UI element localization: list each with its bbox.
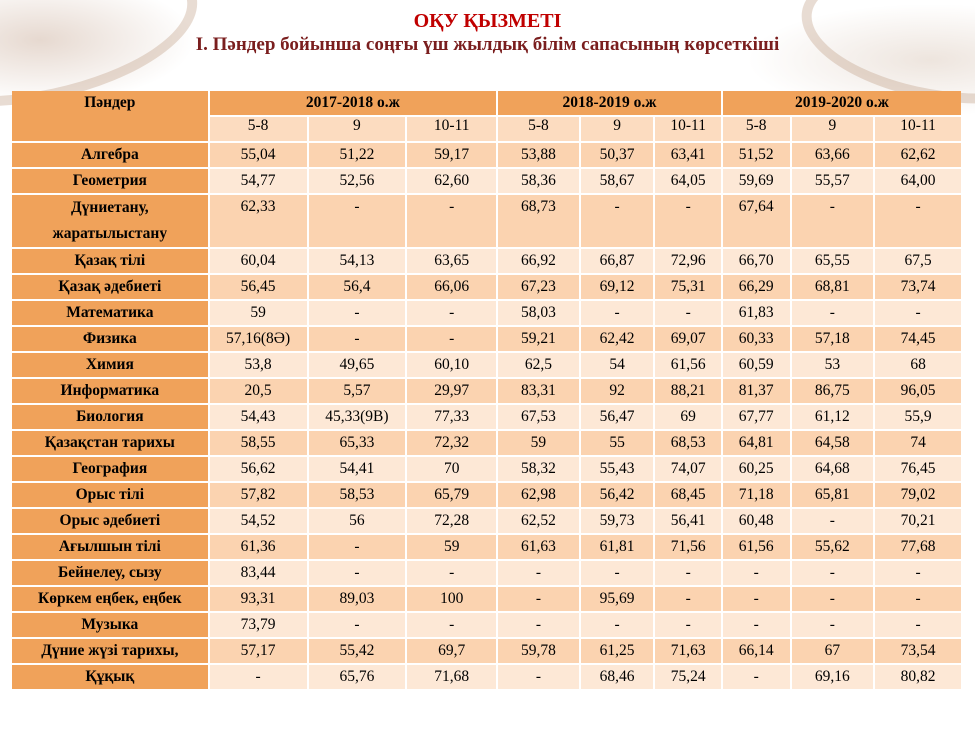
score-cell: 72,28	[407, 509, 496, 533]
subject-header: Пәндер	[12, 91, 208, 141]
score-cell: 75,31	[655, 275, 721, 299]
score-cell: 59,73	[581, 509, 654, 533]
score-cell: -	[309, 327, 406, 351]
score-cell: -	[407, 301, 496, 325]
score-cell: 65,76	[309, 665, 406, 689]
score-cell: 86,75	[792, 379, 874, 403]
score-cell: 66,70	[723, 249, 790, 273]
score-cell: 73,74	[875, 275, 961, 299]
score-cell: 59,69	[723, 169, 790, 193]
score-cell: 53,8	[210, 353, 307, 377]
score-cell: 72,32	[407, 431, 496, 455]
score-cell: 77,33	[407, 405, 496, 429]
score-cell: 63,65	[407, 249, 496, 273]
page-subtitle: І. Пәндер бойынша соңғы үш жылдық білім сапасының көрсеткіші	[195, 34, 780, 55]
score-cell: 29,97	[407, 379, 496, 403]
page-title: ОҚУ ҚЫЗМЕТІ	[413, 10, 562, 32]
score-cell: 55,57	[792, 169, 874, 193]
score-cell: 62,62	[875, 143, 961, 167]
score-cell: 75,24	[655, 665, 721, 689]
score-cell: 54,77	[210, 169, 307, 193]
header-row-years	[12, 91, 961, 115]
score-cell: 70,21	[875, 509, 961, 533]
score-cell: 79,02	[875, 483, 961, 507]
score-cell: -	[792, 613, 874, 637]
score-cell: 55,62	[792, 535, 874, 559]
score-cell: 50,37	[581, 143, 654, 167]
score-cell: 93,31	[210, 587, 307, 611]
score-cell: 66,29	[723, 275, 790, 299]
score-cell: -	[407, 195, 496, 247]
score-cell: -	[723, 587, 790, 611]
score-cell: 54	[581, 353, 654, 377]
score-cell: -	[498, 561, 579, 585]
score-cell: 49,65	[309, 353, 406, 377]
score-cell: 62,52	[498, 509, 579, 533]
score-cell: 66,87	[581, 249, 654, 273]
subject-name: Қазақстан тарихы	[12, 431, 208, 455]
score-cell: 61,56	[723, 535, 790, 559]
score-cell: 53,88	[498, 143, 579, 167]
score-cell: 20,5	[210, 379, 307, 403]
score-cell: 69	[655, 405, 721, 429]
score-cell: 5,57	[309, 379, 406, 403]
score-cell: 55,9	[875, 405, 961, 429]
score-cell: -	[792, 561, 874, 585]
score-cell: 53	[792, 353, 874, 377]
quality-table	[10, 89, 963, 691]
score-cell: 68,53	[655, 431, 721, 455]
score-cell: 58,32	[498, 457, 579, 481]
score-cell: 60,25	[723, 457, 790, 481]
score-cell: -	[655, 301, 721, 325]
grade-header: 10-11	[875, 117, 961, 141]
score-cell: 56,62	[210, 457, 307, 481]
year-header: 2019-2020 о.ж	[723, 91, 961, 115]
subject-name: Дүниетану, жаратылыстану	[12, 195, 208, 247]
table-row	[12, 457, 961, 481]
score-cell: -	[498, 613, 579, 637]
subject-name: Информатика	[12, 379, 208, 403]
score-cell: 64,05	[655, 169, 721, 193]
score-cell: 57,16(8Ә)	[210, 327, 307, 351]
score-cell: -	[655, 195, 721, 247]
score-cell: 68,45	[655, 483, 721, 507]
score-cell: 65,81	[792, 483, 874, 507]
score-cell: 83,31	[498, 379, 579, 403]
score-cell: 73,54	[875, 639, 961, 663]
score-cell: 60,33	[723, 327, 790, 351]
score-cell: -	[792, 195, 874, 247]
subject-name: Дүние жүзі тарихы,	[12, 639, 208, 663]
year-header: 2017-2018 о.ж	[210, 91, 496, 115]
subject-name: Биология	[12, 405, 208, 429]
table-row	[12, 301, 961, 325]
table-row	[12, 143, 961, 167]
score-cell: 61,25	[581, 639, 654, 663]
table-row	[12, 195, 961, 247]
score-cell: 62,98	[498, 483, 579, 507]
score-cell: 65,55	[792, 249, 874, 273]
score-cell: 67,5	[875, 249, 961, 273]
score-cell: -	[407, 561, 496, 585]
score-cell: -	[210, 665, 307, 689]
grade-header: 9	[792, 117, 874, 141]
subject-name: Қазақ тілі	[12, 249, 208, 273]
grade-header: 9	[581, 117, 654, 141]
score-cell: 51,52	[723, 143, 790, 167]
score-cell: -	[792, 509, 874, 533]
score-cell: 59	[498, 431, 579, 455]
score-cell: -	[407, 613, 496, 637]
table-row	[12, 483, 961, 507]
score-cell: 69,16	[792, 665, 874, 689]
score-cell: 64,68	[792, 457, 874, 481]
score-cell: 51,22	[309, 143, 406, 167]
score-cell: 56,41	[655, 509, 721, 533]
score-cell: 69,07	[655, 327, 721, 351]
score-cell: 57,17	[210, 639, 307, 663]
score-cell: 81,37	[723, 379, 790, 403]
score-cell: 62,33	[210, 195, 307, 247]
score-cell: 61,12	[792, 405, 874, 429]
score-cell: 66,92	[498, 249, 579, 273]
score-cell: 67,77	[723, 405, 790, 429]
score-cell: 80,82	[875, 665, 961, 689]
score-cell: -	[792, 301, 874, 325]
score-cell: 71,56	[655, 535, 721, 559]
score-cell: -	[581, 613, 654, 637]
subject-name: Геометрия	[12, 169, 208, 193]
score-cell: 52,56	[309, 169, 406, 193]
score-cell: 65,33	[309, 431, 406, 455]
score-cell: 55,04	[210, 143, 307, 167]
score-cell: 67,23	[498, 275, 579, 299]
table-row	[12, 613, 961, 637]
score-cell: 95,69	[581, 587, 654, 611]
grade-header: 5-8	[210, 117, 307, 141]
score-cell: 58,55	[210, 431, 307, 455]
subject-name: Орыс тілі	[12, 483, 208, 507]
score-cell: 100	[407, 587, 496, 611]
subject-name: Ағылшын тілі	[12, 535, 208, 559]
score-cell: 55,42	[309, 639, 406, 663]
score-cell: 92	[581, 379, 654, 403]
score-cell: 58,53	[309, 483, 406, 507]
grade-header: 5-8	[723, 117, 790, 141]
score-cell: -	[655, 613, 721, 637]
score-cell: 68,46	[581, 665, 654, 689]
score-cell: 56	[309, 509, 406, 533]
score-cell: -	[655, 587, 721, 611]
score-cell: -	[723, 665, 790, 689]
score-cell: -	[875, 613, 961, 637]
score-cell: 54,41	[309, 457, 406, 481]
score-cell: 59,78	[498, 639, 579, 663]
score-cell: -	[309, 301, 406, 325]
score-cell: 67	[792, 639, 874, 663]
score-cell: 54,43	[210, 405, 307, 429]
score-cell: 63,41	[655, 143, 721, 167]
score-cell: 61,36	[210, 535, 307, 559]
score-cell: 62,5	[498, 353, 579, 377]
table-row	[12, 587, 961, 611]
subject-name: Музыка	[12, 613, 208, 637]
score-cell: 56,47	[581, 405, 654, 429]
score-cell: -	[309, 535, 406, 559]
score-cell: -	[723, 561, 790, 585]
table-row	[12, 405, 961, 429]
score-cell: -	[309, 195, 406, 247]
score-cell: 59	[407, 535, 496, 559]
score-cell: 64,58	[792, 431, 874, 455]
score-cell: 54,52	[210, 509, 307, 533]
subject-name: Химия	[12, 353, 208, 377]
score-cell: 74,45	[875, 327, 961, 351]
score-cell: 60,10	[407, 353, 496, 377]
subject-name: Физика	[12, 327, 208, 351]
score-cell: -	[498, 665, 579, 689]
score-cell: 74,07	[655, 457, 721, 481]
score-cell: 61,81	[581, 535, 654, 559]
table-row	[12, 327, 961, 351]
score-cell: -	[581, 195, 654, 247]
table-row	[12, 353, 961, 377]
score-cell: 89,03	[309, 587, 406, 611]
subject-name: Математика	[12, 301, 208, 325]
score-cell: -	[309, 613, 406, 637]
score-cell: 58,36	[498, 169, 579, 193]
table-body	[12, 143, 961, 689]
score-cell: 59,17	[407, 143, 496, 167]
score-cell: 72,96	[655, 249, 721, 273]
score-cell: 73,79	[210, 613, 307, 637]
score-cell: 69,12	[581, 275, 654, 299]
score-cell: 55	[581, 431, 654, 455]
score-cell: 61,63	[498, 535, 579, 559]
table-row	[12, 379, 961, 403]
score-cell: 55,43	[581, 457, 654, 481]
grade-header: 10-11	[655, 117, 721, 141]
score-cell: 68,73	[498, 195, 579, 247]
score-cell: 56,42	[581, 483, 654, 507]
score-cell: 74	[875, 431, 961, 455]
table-row	[12, 535, 961, 559]
score-cell: 67,53	[498, 405, 579, 429]
table-row	[12, 509, 961, 533]
score-cell: 58,67	[581, 169, 654, 193]
table-row	[12, 665, 961, 689]
score-cell: -	[875, 587, 961, 611]
score-cell: 67,64	[723, 195, 790, 247]
score-cell: 63,66	[792, 143, 874, 167]
score-cell: -	[875, 561, 961, 585]
score-cell: 64,00	[875, 169, 961, 193]
score-cell: 54,13	[309, 249, 406, 273]
table-row	[12, 169, 961, 193]
score-cell: 68	[875, 353, 961, 377]
score-cell: 69,7	[407, 639, 496, 663]
score-cell: 71,63	[655, 639, 721, 663]
score-cell: 56,45	[210, 275, 307, 299]
score-cell: 60,04	[210, 249, 307, 273]
score-cell: -	[309, 561, 406, 585]
subject-name: Бейнелеу, сызу	[12, 561, 208, 585]
score-cell: 66,14	[723, 639, 790, 663]
score-cell: 96,05	[875, 379, 961, 403]
score-cell: 68,81	[792, 275, 874, 299]
table-row	[12, 561, 961, 585]
score-cell: -	[723, 613, 790, 637]
score-cell: 60,48	[723, 509, 790, 533]
subject-name: Көркем еңбек, еңбек	[12, 587, 208, 611]
score-cell: -	[407, 327, 496, 351]
score-cell: -	[498, 587, 579, 611]
score-cell: -	[792, 587, 874, 611]
score-cell: 71,18	[723, 483, 790, 507]
score-cell: 88,21	[655, 379, 721, 403]
score-cell: 71,68	[407, 665, 496, 689]
subject-name: Құқық	[12, 665, 208, 689]
score-cell: 45,33(9В)	[309, 405, 406, 429]
table-row	[12, 249, 961, 273]
year-header: 2018-2019 о.ж	[498, 91, 721, 115]
score-cell: 60,59	[723, 353, 790, 377]
score-cell: 77,68	[875, 535, 961, 559]
score-cell: 65,79	[407, 483, 496, 507]
score-cell: 58,03	[498, 301, 579, 325]
score-cell: 62,60	[407, 169, 496, 193]
grade-header: 9	[309, 117, 406, 141]
table-row	[12, 431, 961, 455]
score-cell: 59	[210, 301, 307, 325]
subject-name: Қазақ әдебиеті	[12, 275, 208, 299]
score-cell: 61,56	[655, 353, 721, 377]
score-cell: 56,4	[309, 275, 406, 299]
score-cell: 64,81	[723, 431, 790, 455]
score-cell: -	[875, 195, 961, 247]
score-cell: 66,06	[407, 275, 496, 299]
score-cell: -	[655, 561, 721, 585]
score-cell: -	[875, 301, 961, 325]
score-cell: 57,18	[792, 327, 874, 351]
score-cell: 59,21	[498, 327, 579, 351]
score-cell: 83,44	[210, 561, 307, 585]
score-cell: 76,45	[875, 457, 961, 481]
score-cell: 61,83	[723, 301, 790, 325]
subject-name: Орыс әдебиеті	[12, 509, 208, 533]
score-cell: 70	[407, 457, 496, 481]
score-cell: 62,42	[581, 327, 654, 351]
subject-name: География	[12, 457, 208, 481]
score-cell: -	[581, 561, 654, 585]
grade-header: 5-8	[498, 117, 579, 141]
score-cell: -	[581, 301, 654, 325]
grade-header: 10-11	[407, 117, 496, 141]
score-cell: 57,82	[210, 483, 307, 507]
subject-name: Алгебра	[12, 143, 208, 167]
table-row	[12, 639, 961, 663]
table-row	[12, 275, 961, 299]
